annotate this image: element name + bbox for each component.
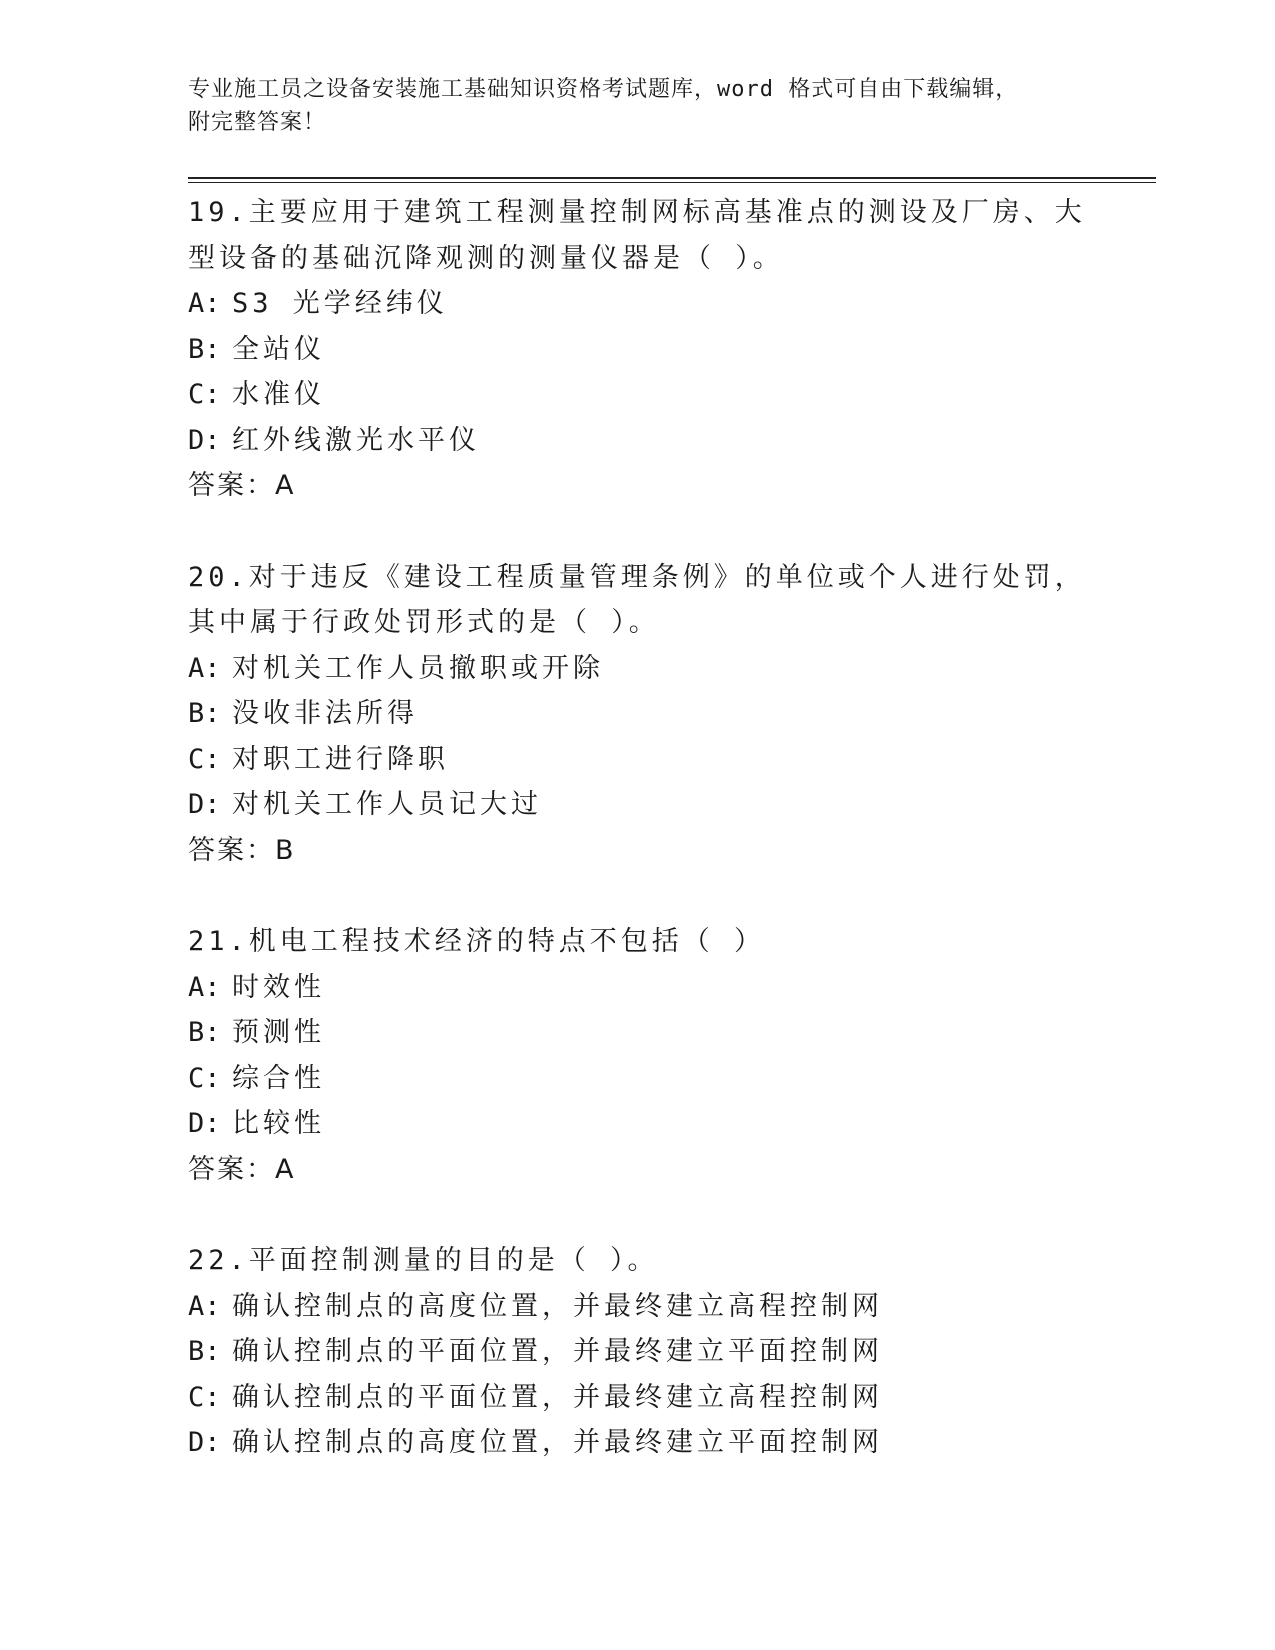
option-c xyxy=(188,1375,1088,1421)
option-a xyxy=(188,281,1088,327)
option-b xyxy=(188,691,1088,737)
option-b xyxy=(188,327,1088,373)
question-stem: 21.机电工程技术经济的特点不包括（ ） xyxy=(188,926,766,957)
answer-line: 答案：A xyxy=(188,470,296,501)
question-stem: 20.对于违反《建设工程质量管理条例》的单位或个人进行处罚，其中属于行政处罚形式的是（ ）。 xyxy=(188,561,1086,638)
question-22 xyxy=(188,1238,1088,1466)
option-key: C: xyxy=(188,379,221,410)
option-key: A: xyxy=(188,288,221,319)
option-text: S3 光学经纬仪 xyxy=(232,288,448,319)
option-a xyxy=(188,965,1088,1011)
option-d xyxy=(188,418,1088,464)
option-text: 确认控制点的高度位置，并最终建立高程控制网 xyxy=(232,1290,883,1322)
option-c xyxy=(188,737,1088,783)
option-d xyxy=(188,782,1088,828)
option-text: 没收非法所得 xyxy=(232,698,418,729)
option-key: C: xyxy=(188,1381,221,1413)
option-text: 确认控制点的平面位置，并最终建立高程控制网 xyxy=(232,1381,883,1413)
option-text: 对职工进行降职 xyxy=(232,743,449,775)
option-key: B: xyxy=(188,1017,221,1048)
option-a xyxy=(188,1284,1088,1330)
option-key: D: xyxy=(188,1108,221,1139)
answer-line: 答案：B xyxy=(188,834,296,866)
header-line-1: 专业施工员之设备安装施工基础知识资格考试题库，word 格式可自由下载编辑， xyxy=(188,77,1019,102)
option-text: 全站仪 xyxy=(232,333,325,365)
header-divider-thick xyxy=(188,177,1156,179)
option-c xyxy=(188,372,1088,418)
option-text: 确认控制点的平面位置，并最终建立平面控制网 xyxy=(232,1336,883,1367)
question-stem: 22.平面控制测量的目的是（ ）。 xyxy=(188,1245,659,1276)
option-b xyxy=(188,1010,1088,1056)
option-key: B: xyxy=(188,698,221,729)
header-line-2: 附完整答案！ xyxy=(188,110,327,135)
option-key: A: xyxy=(188,1290,221,1322)
option-key: D: xyxy=(188,789,221,820)
option-key: A: xyxy=(188,971,221,1003)
header-divider-thin xyxy=(188,182,1156,183)
option-text: 对机关工作人员撤职或开除 xyxy=(232,652,604,684)
document-header xyxy=(188,73,1068,139)
option-c xyxy=(188,1056,1088,1102)
option-key: C: xyxy=(188,743,221,775)
option-text: 时效性 xyxy=(232,971,325,1003)
option-d xyxy=(188,1420,1088,1466)
question-stem: 19.主要应用于建筑工程测量控制网标高基准点的测设及厂房、大型设备的基础沉降观测的测量仪器是（ ）。 xyxy=(188,197,1086,274)
option-text: 综合性 xyxy=(232,1062,325,1094)
option-text: 红外线激光水平仪 xyxy=(232,424,480,456)
question-list xyxy=(188,190,1088,1512)
option-key: B: xyxy=(188,333,221,365)
option-text: 对机关工作人员记大过 xyxy=(232,789,542,820)
option-key: C: xyxy=(188,1062,221,1094)
option-b xyxy=(188,1329,1088,1375)
option-key: A: xyxy=(188,652,221,684)
question-20 xyxy=(188,555,1088,874)
question-21 xyxy=(188,919,1088,1192)
option-key: D: xyxy=(188,424,221,456)
option-a xyxy=(188,646,1088,692)
option-text: 比较性 xyxy=(232,1108,325,1139)
question-19 xyxy=(188,190,1088,509)
option-text: 预测性 xyxy=(232,1017,325,1048)
option-text: 确认控制点的高度位置，并最终建立平面控制网 xyxy=(232,1427,883,1458)
option-key: D: xyxy=(188,1427,221,1458)
option-key: B: xyxy=(188,1336,221,1367)
option-text: 水准仪 xyxy=(232,379,325,410)
option-d xyxy=(188,1101,1088,1147)
answer-line: 答案：A xyxy=(188,1153,296,1185)
